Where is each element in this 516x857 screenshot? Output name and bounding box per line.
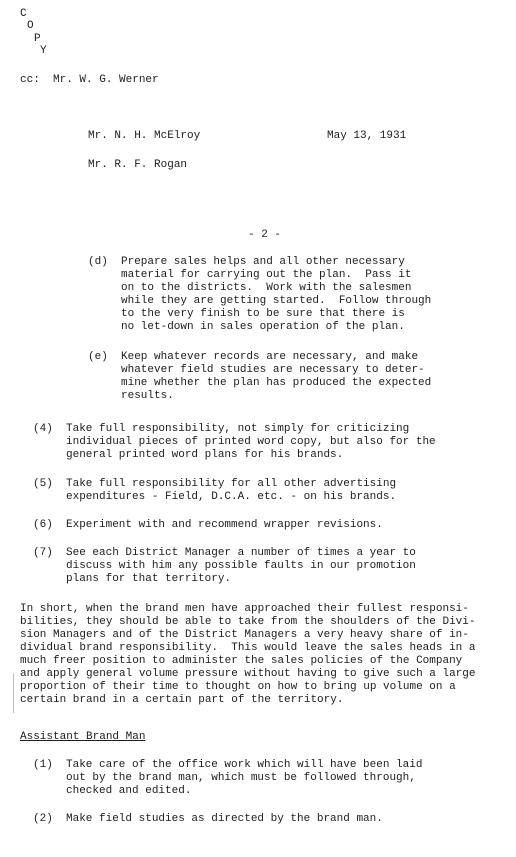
copy-letter: Y	[40, 45, 47, 57]
text-line: mine whether the plan has produced the expected	[121, 377, 432, 389]
text-line: material for carrying out the plan. Pass it	[121, 269, 412, 281]
text-line: proportion of their time to thought on how to bring up volume on a	[20, 681, 456, 693]
item-text	[66, 423, 436, 462]
cc-line: cc: Mr. W. G. Werner	[20, 74, 159, 86]
text-line: certain brand in a certain part of the territory.	[20, 694, 344, 706]
text-line: Take full responsibility for all other advertising	[66, 478, 397, 490]
item-label: (e)	[88, 351, 108, 363]
text-line: individual pieces of printed word copy, but also for the	[66, 436, 436, 448]
copy-letter: C	[20, 8, 27, 20]
text-line: and apply general volume pressure without having to give such a large	[20, 668, 476, 680]
item-label: (4)	[33, 423, 53, 435]
item-label: (d)	[88, 256, 108, 268]
item-text	[121, 256, 431, 334]
text-line: no let-down in sales operation of the plan.	[121, 321, 405, 333]
item-label: (1)	[33, 759, 53, 771]
text-line: much freer position to administer the sales policies of the Company	[20, 655, 463, 667]
recipient-1: Mr. N. H. McElroy	[88, 130, 201, 142]
summary-paragraph	[20, 603, 475, 707]
text-line: checked and edited.	[66, 785, 192, 797]
text-line: In short, when the brand men have approached their fullest responsi-	[20, 603, 469, 615]
text-line: discuss with him any possible faults in our promotion	[66, 560, 416, 572]
item-text	[66, 519, 383, 532]
section-heading: Assistant Brand Man	[20, 731, 146, 743]
text-line: results.	[121, 390, 174, 402]
text-line: Keep whatever records are necessary, and make	[121, 351, 419, 363]
text-line: Prepare sales helps and all other necessary	[121, 256, 405, 268]
text-line: general printed word plans for his brands.	[66, 449, 344, 461]
item-text	[66, 813, 383, 826]
text-line: while they are getting started. Follow through	[121, 295, 432, 307]
page-number: - 2 -	[248, 229, 282, 241]
item-label: (5)	[33, 478, 53, 490]
recipient-2: Mr. R. F. Rogan	[88, 159, 188, 171]
text-line: whatever field studies are necessary to deter-	[121, 364, 425, 376]
text-line: plans for that territory.	[66, 573, 232, 585]
item-text	[121, 351, 431, 403]
text-line: See each District Manager a number of times a year to	[66, 547, 416, 559]
margin-mark	[13, 673, 14, 713]
text-line: Experiment with and recommend wrapper revisions.	[66, 519, 383, 531]
text-line: Make field studies as directed by the brand man.	[66, 813, 383, 825]
item-label: (6)	[33, 519, 53, 531]
text-line: out by the brand man, which must be followed through,	[66, 772, 416, 784]
letter-date: May 13, 1931	[327, 130, 407, 142]
text-line: bilities, they should be able to take from the shoulders of the Divi-	[20, 616, 476, 628]
text-line: dividual brand responsibility. This would leave the sales heads in a	[20, 642, 476, 654]
text-line: sion Managers and of the District Managers a very heavy share of in-	[20, 629, 469, 641]
item-text	[66, 547, 416, 586]
text-line: to the very finish to be sure that there is	[121, 308, 405, 320]
copy-letter: P	[34, 33, 41, 45]
item-text	[66, 478, 396, 504]
item-label: (2)	[33, 813, 53, 825]
text-line: on to the districts. Work with the salesmen	[121, 282, 412, 294]
text-line: Take full responsibility, not simply for criticizing	[66, 423, 410, 435]
text-line: Take care of the office work which will have been laid	[66, 759, 423, 771]
item-label: (7)	[33, 547, 53, 559]
text-line: expenditures - Field, D.C.A. etc. - on his brands.	[66, 491, 397, 503]
copy-letter: O	[27, 20, 34, 32]
item-text	[66, 759, 422, 798]
